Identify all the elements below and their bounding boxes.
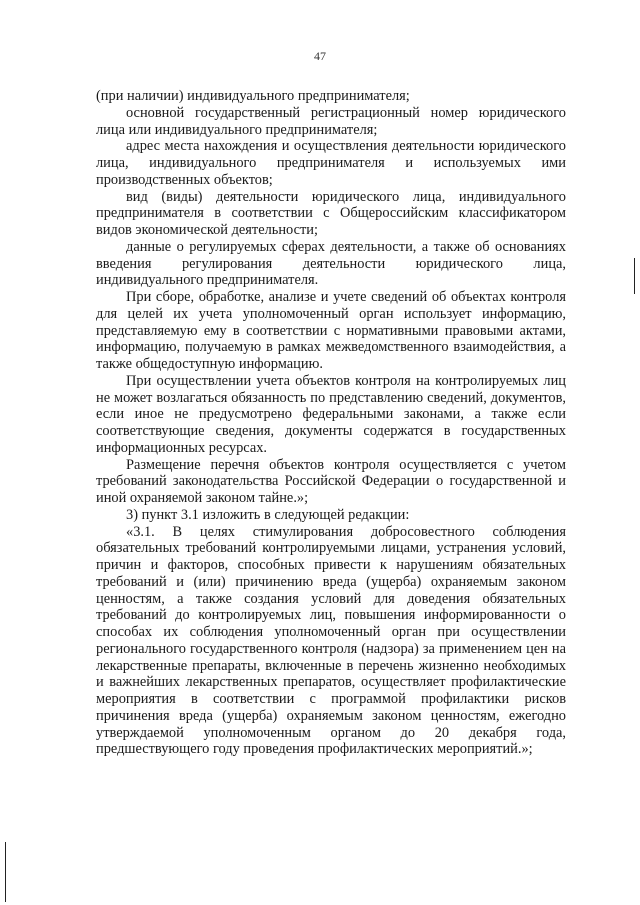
paragraph: При осуществлении учета объектов контроля на контролируемых лиц не может возлагаться обязанность по представлению сведений, документов, если иное не предусмотрено федеральными законами, а также если соответствующие сведения, документы содержатся в государственных информационных ресурсах. [96,372,566,456]
paragraph: «3.1. В целях стимулирования добросовестного соблюдения обязательных требований контролируемыми лицами, устранения условий, причин и факторов, способных привести к нарушениям обязательных требований и (или) причинению вреда (ущерба) охраняемым законом ценностям, а также создания условий для доведения обязательных требований до контролируемых лиц, повышения информированности о способах их соблюдения уполномоченный орган при осуществлении регионального государственного контроля (надзора) за применением цен на лекарственные препараты, включенные в перечень жизненно необходимых и важнейших лекарственных препаратов, осуществляет профилактические мероприятия в соответствии с программой профилактики рисков причинения вреда (ущерба) охраняемым законом ценностям, ежегодно утверждаемой уполномоченным органом до 20 декабря года, предшествующего году проведения профилактических мероприятий.»; [96,523,566,758]
scan-margin-mark-left [5,842,6,902]
paragraph: адрес места нахождения и осуществления деятельности юридического лица, индивидуального предпринимателя и используемых ими производственных объектов; [96,138,566,188]
paragraph: (при наличии) индивидуального предпринимателя; [96,88,410,104]
paragraph: основной государственный регистрационный номер юридического лица или индивидуального предпринимателя; [96,104,566,138]
page-number: 47 [314,49,326,63]
paragraph: 3) пункт 3.1 изложить в следующей редакции: [126,506,410,523]
paragraph: данные о регулируемых сферах деятельности, а также об основаниях введения регулирования деятельности юридического лица, индивидуального предпринимателя. [96,238,566,289]
paragraph: вид (виды) деятельности юридического лица, индивидуального предпринимателя в соответствии с Общероссийским классификатором видов экономической деятельности; [96,188,566,238]
scan-margin-mark-right [634,258,635,294]
paragraph: Размещение перечня объектов контроля осуществляется с учетом требований законодательства Российской Федерации о государственной и иной охраняемой законом тайне.»; [96,456,566,506]
document-body [96,88,566,758]
paragraph: При сборе, обработке, анализе и учете сведений об объектах контроля для целей их учета уполномоченный орган использует информацию, представляемую ему в соответствии с нормативными правовыми актами, информацию, получаемую в рамках межведомственного взаимодействия, а также общедоступную информацию. [96,289,566,372]
